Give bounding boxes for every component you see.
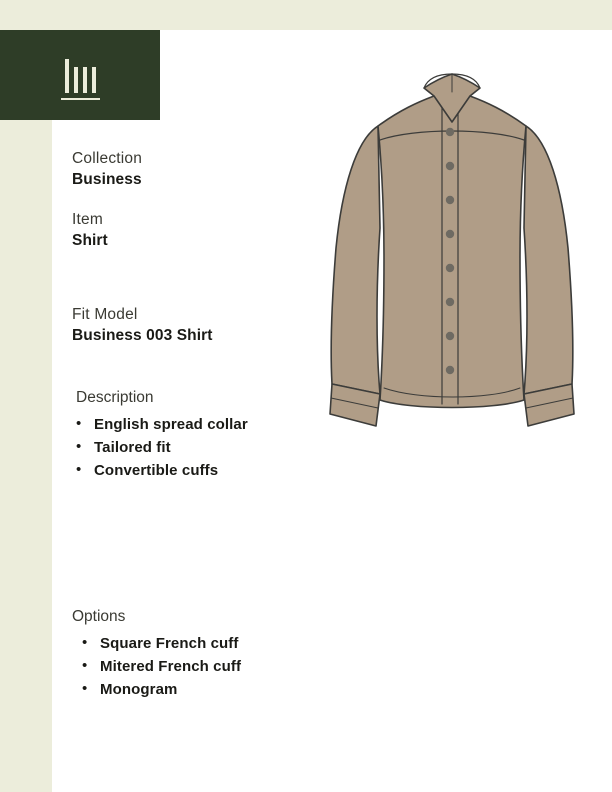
logo-bar [83,67,87,93]
field-label-item: Item [72,211,103,228]
logo-bar [65,59,69,93]
spacer [72,272,332,306]
field-value-item: Shirt [72,232,108,249]
field-value-collection: Business [72,171,142,188]
list-item: • English spread collar [72,416,332,433]
list-item: • Monogram [72,681,372,698]
logo-block [0,30,160,120]
options-section [72,608,372,704]
spacer [72,367,332,389]
list-item: • Tailored fit [72,439,332,456]
list-item: • Convertible cuffs [72,462,332,479]
logo-underline [61,98,100,100]
spec-details [72,150,332,485]
options-title: Options [72,608,126,625]
description-list [72,416,332,479]
field-value-fit-model: Business 003 Shirt [72,327,213,344]
elle-logo-icon [61,57,100,93]
field-collection [72,150,332,189]
list-item: • Mitered French cuff [72,658,372,675]
logo-bar [74,67,78,93]
field-label-fit-model: Fit Model [72,306,138,323]
description-section [72,389,332,479]
description-title: Description [76,389,154,406]
top-cream-band [0,0,612,30]
field-item [72,211,332,250]
list-item: • Square French cuff [72,635,372,652]
options-list [72,635,372,698]
field-fit-model [72,306,332,345]
field-label-collection: Collection [72,150,143,167]
shirt-illustration [318,48,586,448]
logo-bar [92,67,96,93]
